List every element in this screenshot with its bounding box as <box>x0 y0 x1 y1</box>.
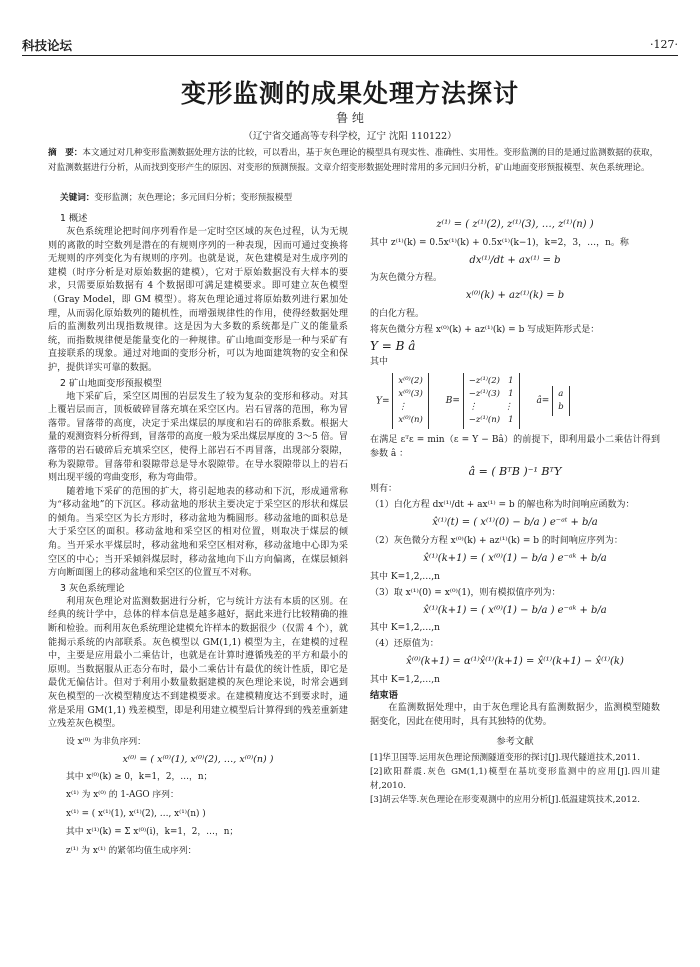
formula-simulated: x̂⁽¹⁾(k+1) = ( x⁽⁰⁾(1) − b/a ) e⁻ᵃᵏ + b/a <box>423 604 607 616</box>
reference-item: [2]欧阳群震.灰色 GM(1,1)模型在基坑变形监测中的应用[J].四川建材,2010. <box>370 767 660 792</box>
formula-response: x̂⁽¹⁾(t) = ( x⁽¹⁾(0) − b/a ) e⁻ᵃᵗ + b/a <box>432 517 598 529</box>
formula-x0: x⁽⁰⁾ = ( x⁽⁰⁾(1), x⁽⁰⁾(2), …, x⁽⁰⁾(n) ) <box>122 754 274 766</box>
formula-line: z⁽¹⁾ 为 x⁽¹⁾ 的紧邻均值生成序列： <box>66 845 197 856</box>
formula-line: （2）灰色微分方程 x⁽⁰⁾(k) + az⁽¹⁾(k) = b 的时间响应序列为： <box>370 535 623 546</box>
formula-z1: z⁽¹⁾ = ( z⁽¹⁾(2), z⁽¹⁾(3), …, z⁽¹⁾(n) ) <box>436 219 594 230</box>
matrix-b <box>463 373 520 429</box>
section-2-paragraph-2: 随着地下采矿的范围的扩大，将引起地表的移动和下沉，形成通常称为“移动盆地”的下沉区。移动盆地的形状主要决定于采空区的形状和煤层的倾角。当采空区为长方形时，移动盆地为椭圆形。移动盆地的面积总是大于采空区的面积。移动盆地和采空区的相对位置，则取决于煤层的倾角。当开采水平煤层时，移动盆地和采空区相对称，移动盆地中心即为采空区的中心；当开采倾斜煤层时，移动盆地向下山方向偏离，在煤层倾斜方向断面图上的移动盆地和采空区的位置互不对称。 <box>48 486 348 579</box>
matrix-y-row: x⁽⁰⁾(2) <box>398 375 423 386</box>
abstract-label: 摘 要： <box>48 148 83 158</box>
matrix-a <box>552 386 569 416</box>
formula-line: 将灰色微分方程 x⁽⁰⁾(k) + az⁽¹⁾(k) = b 写成矩阵形式是： <box>370 324 600 335</box>
section-1-title: 1 概述 <box>60 213 88 224</box>
formula-line: 设 x⁽⁰⁾ 为非负序列： <box>66 736 146 747</box>
left-column <box>48 211 348 859</box>
formula-x1: x⁽¹⁾ = ( x⁽¹⁾(1), x⁽¹⁾(2), …, x⁽¹⁾(n) ) <box>66 808 206 819</box>
matrix-b-row: −z⁽¹⁾(3) 1 <box>468 388 514 399</box>
formula-line: 的白化方程。 <box>370 308 425 319</box>
formula-least-squares: â = ( BᵀB )⁻¹ BᵀY <box>468 464 562 478</box>
reference-item: [1]华卫国等.运用灰色理论预测隧道变形的探讨[J].现代隧道技术,2011. <box>370 753 640 764</box>
formula-grey-diff: dx⁽¹⁾/dt + ax⁽¹⁾ = b <box>469 254 561 266</box>
matrix-y-row: ⋮ <box>398 401 407 412</box>
section-1-paragraph: 灰色系统理论把时间序列看作是一定时空区域的灰色过程，认为无规则的离散的时空数列是潜在的有规则序列的一种表现，因而可通过变换将无规则的序列变化为有规则的序列。也就是说，灰色建模是对生成序列的建模（时序分析是对原始数据的建模），它对于原始数据没有大样本的要求，只需要原始数据有 4 个数据即可满足建模要求。即可建立灰色模型（Gray Model，即 GM 模型）。将灰色理论通过将原始数列进行累加处理，从而弱化原始数列的随机性，而增强规律性的作用，使得经数据处理后的监测数列出现指数规律。这是因为大多数的系统都是广义的能量系统，而指数规律便是能量变化的一种规律。矿山地面变形是一种与采矿有直接联系的现象。通过对地面的变形分析，可以为地面建筑物的安全和保护，提供详实可靠的数据。 <box>48 227 348 373</box>
section-2-paragraph-1: 地下采矿后，采空区周围的岩层发生了较为复杂的变形和移动。对其上覆岩层而言，顶板破碎冒落充填在采空区内。岩石冒落的范围，称为冒落带。冒落带的高度，决定于采出煤层的厚度和岩石的碎胀系数。根据大量的观测资料分析得到，冒落带的高度一般为采出煤层厚度的 3～5 倍。冒落带的岩石破碎后充填采空区，使得上部岩石不再冒落，出现部分裂隙，称为裂隙带。冒落带和裂隙带总是导水裂隙带。在导水裂隙带以上的岩石则出现平缓的弯曲变形，称为弯曲带。 <box>48 391 348 484</box>
formula-whitening: x⁽⁰⁾(k) + az⁽¹⁾(k) = b <box>465 290 565 302</box>
formula-line: 其中 <box>370 356 389 367</box>
abstract <box>48 146 660 176</box>
matrix-y-row: x⁽⁰⁾(3) <box>398 388 423 399</box>
section-3-paragraph: 利用灰色理论对监测数据进行分析，它与统计方法有本质的区别。在经典的统计学中，总体的样本信息是越多越好，据此来进行比较精确的推断和检验。而利用灰色系统理论建模允许样本的数据很少（仅需 4 个），就能揭示系统的内部联系。灰色模型以 GM(1,1) 模型为主，在建模的过程中，主要是应用最小二乘估计，也就是在计算时遵循残差的平方和最小的原则。当数据服从正态分布时，最小二乘估计有最优的统计性质，即它是最优无偏估计。但对于利用小数量数据建模的灰色理论来说，时常会遇到灰色模型的一次模型精度达不到建模要求。在建模精度达不到要求时，通常是采用 GM(1,1) 残差模型，即是利用建立模型后计算得到的残差重新建立残差灰色模型。 <box>48 596 348 730</box>
matrix-b-row: −z⁽¹⁾(n) 1 <box>468 414 514 425</box>
keywords-label: 关键词： <box>60 193 95 203</box>
matrix-a-row: a <box>558 388 564 399</box>
formula-matrix-form: Y = B â <box>370 338 416 353</box>
journal-section: 科技论坛 <box>22 38 73 53</box>
page-number: ·127· <box>650 38 678 51</box>
conclusion-title: 结束语 <box>370 689 398 701</box>
section-3-title: 3 灰色系统理论 <box>60 582 125 594</box>
formula-line: 在满足 εᵀε = min（ε = Y − Bâ）的前提下，即利用最小二乘估计得到参数 â ： <box>370 434 660 459</box>
matrix-b-row: −z⁽¹⁾(2) 1 <box>468 375 514 386</box>
section-2-title: 2 矿山地面变形预报模型 <box>60 377 162 389</box>
formula-line: 其中 z⁽¹⁾(k) = 0.5x⁽¹⁾(k) + 0.5x⁽¹⁾(k−1)，k=2，3，…，n。称 <box>370 237 629 248</box>
matrix-y <box>392 373 428 429</box>
formula-restored: x̂⁽⁰⁾(k+1) = α⁽¹⁾x̂⁽¹⁾(k+1) = x̂⁽¹⁾(k+1) − x̂⁽¹⁾(k) <box>406 656 624 668</box>
formula-line: 其中 x⁽⁰⁾(k) ≥ 0，k=1，2，…，n； <box>66 771 213 782</box>
reference-item: [3]胡云华等.灰色理论在形变观测中的应用分析[J].低温建筑技术,2012. <box>370 795 640 806</box>
matrix-a-row: b <box>558 401 564 412</box>
header-rule <box>22 55 678 56</box>
author: 鲁 纯 <box>336 111 364 125</box>
formula-line: 为灰色微分方程。 <box>370 273 443 284</box>
formula-line: 其中 x⁽¹⁾(k) = Σ x⁽⁰⁾(i)，k=1，2，…，n； <box>66 827 239 838</box>
matrix-b-row: ⋮ ⋮ <box>468 401 513 412</box>
formula-line: （4）还原值为： <box>370 639 439 650</box>
formula-line: 则有： <box>370 484 398 495</box>
formula-line: 其中 K=1,2,…,n <box>370 623 440 634</box>
references-title: 参考文献 <box>496 735 534 747</box>
article-title: 变形监测的成果处理方法探讨 <box>180 79 519 108</box>
conclusion-text: 在监测数据处理中，由于灰色理论具有监测数据少，监测模型随数据变化，因此在使用时，具有其独特的优势。 <box>370 703 660 727</box>
matrix-y-row: x⁽⁰⁾(n) <box>398 414 423 425</box>
formula-line: x⁽¹⁾ 为 x⁽⁰⁾ 的 1-AGO 序列： <box>66 790 179 801</box>
matrix-block: Y= x⁽⁰⁾(2) x⁽⁰⁾(3) ⋮ x⁽⁰⁾(n) B= −z⁽¹⁾(2) 1 −z⁽¹⁾(3) 1 ⋮ ⋮ −z⁽¹⁾(n) 1 â= a b <box>376 373 660 429</box>
affiliation: （辽宁省交通高等专科学校，辽宁 沈阳 110122） <box>243 131 457 142</box>
formula-line: （1）白化方程 dx⁽¹⁾/dt + ax⁽¹⁾ = b 的解也称为时间响应函数为： <box>370 500 635 511</box>
keywords-text: 变形监测；灰色理论；多元回归分析；变形预报模型 <box>94 193 293 203</box>
keywords <box>60 191 660 203</box>
right-column <box>370 214 660 807</box>
formula-line: 其中 K=1,2,…,n <box>370 674 440 685</box>
formula-line: （3）取 x⁽¹⁾(0) = x⁽⁰⁾(1)，则有模拟值序列为： <box>370 587 561 598</box>
formula-response-seq: x̂⁽¹⁾(k+1) = ( x⁽⁰⁾(1) − b/a ) e⁻ᵃᵏ + b/a <box>423 552 607 564</box>
running-header <box>22 36 678 54</box>
abstract-text: 本文通过对几种变形监测数据处理方法的比较，可以看出，基于灰色理论的模型具有现实性、准确性、实用性。变形监测的目的是通过监测数据的获取，对监测数据进行分析，从而找到变形产生的原因、对变形的预测预报。文章介绍变形数据处理时常用的多元回归分析，矿山地面变形预报模型、灰色系统理论。 <box>48 148 659 173</box>
formula-line: 其中 K=1,2,…,n <box>370 571 440 582</box>
